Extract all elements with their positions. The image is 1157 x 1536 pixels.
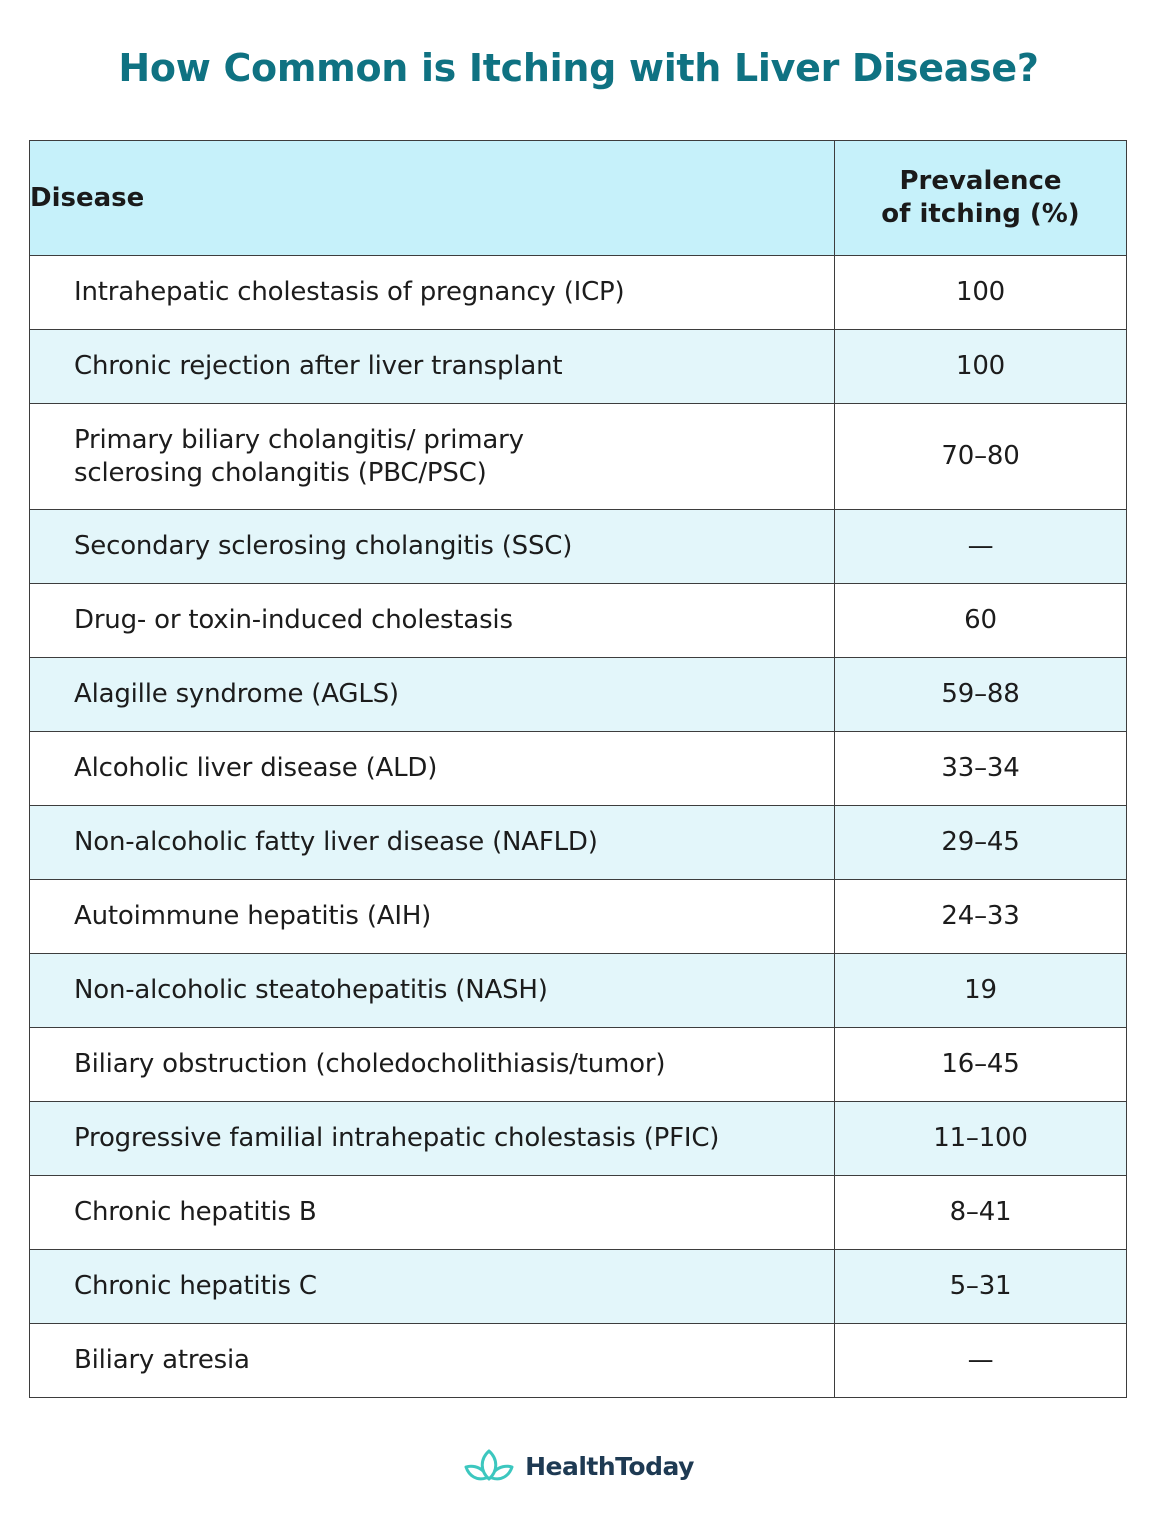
header-prevalence-line2: of itching (%) [881, 199, 1080, 229]
prevalence-cell: 70–80 [835, 404, 1127, 510]
prevalence-cell: 8–41 [835, 1176, 1127, 1250]
disease-cell: Chronic rejection after liver transplant [30, 330, 835, 404]
prevalence-cell: 11–100 [835, 1102, 1127, 1176]
disease-cell [30, 404, 835, 510]
disease-cell: Drug- or toxin-induced cholestasis [30, 584, 835, 658]
prevalence-cell: 100 [835, 330, 1127, 404]
brand-logo[interactable] [463, 1446, 694, 1486]
table-row [30, 1102, 1127, 1176]
table-row [30, 1028, 1127, 1102]
prevalence-cell: 60 [835, 584, 1127, 658]
prevalence-cell: 59–88 [835, 658, 1127, 732]
table-row [30, 1324, 1127, 1398]
page-title: How Common is Itching with Liver Disease? [118, 46, 1039, 90]
table-row [30, 404, 1127, 510]
prevalence-cell: 24–33 [835, 880, 1127, 954]
header-prevalence [835, 141, 1127, 256]
table-row [30, 256, 1127, 330]
disease-cell-line1: Primary biliary cholangitis/ primary [74, 424, 524, 455]
prevalence-cell: 100 [835, 256, 1127, 330]
disease-cell: Progressive familial intrahepatic cholestasis (PFIC) [30, 1102, 835, 1176]
table-row [30, 330, 1127, 404]
lotus-leaf-icon [463, 1446, 515, 1486]
header-disease: Disease [30, 141, 835, 256]
disease-cell: Alagille syndrome (AGLS) [30, 658, 835, 732]
disease-cell: Intrahepatic cholestasis of pregnancy (ICP) [30, 256, 835, 330]
prevalence-cell: 33–34 [835, 732, 1127, 806]
disease-cell: Secondary sclerosing cholangitis (SSC) [30, 510, 835, 584]
table-row [30, 1250, 1127, 1324]
disease-cell: Chronic hepatitis C [30, 1250, 835, 1324]
table-row [30, 806, 1127, 880]
table-row [30, 732, 1127, 806]
brand-footer [0, 1446, 1157, 1486]
prevalence-cell: 19 [835, 954, 1127, 1028]
table-row [30, 954, 1127, 1028]
table-row [30, 880, 1127, 954]
disease-cell-line2: sclerosing cholangitis (PBC/PSC) [74, 457, 487, 488]
prevalence-cell: 29–45 [835, 806, 1127, 880]
prevalence-cell: — [835, 510, 1127, 584]
table-row [30, 658, 1127, 732]
disease-cell: Biliary obstruction (choledocholithiasis/tumor) [30, 1028, 835, 1102]
disease-cell: Non-alcoholic fatty liver disease (NAFLD) [30, 806, 835, 880]
disease-cell: Biliary atresia [30, 1324, 835, 1398]
prevalence-cell: — [835, 1324, 1127, 1398]
disease-cell: Non-alcoholic steatohepatitis (NASH) [30, 954, 835, 1028]
brand-name: HealthToday [525, 1451, 694, 1481]
table-row [30, 510, 1127, 584]
disease-cell: Alcoholic liver disease (ALD) [30, 732, 835, 806]
disease-cell: Autoimmune hepatitis (AIH) [30, 880, 835, 954]
table-row [30, 1176, 1127, 1250]
table-row [30, 584, 1127, 658]
disease-cell: Chronic hepatitis B [30, 1176, 835, 1250]
prevalence-table [29, 140, 1127, 1398]
header-prevalence-line1: Prevalence [899, 166, 1062, 196]
prevalence-cell: 16–45 [835, 1028, 1127, 1102]
prevalence-cell: 5–31 [835, 1250, 1127, 1324]
table-header-row [30, 141, 1127, 256]
